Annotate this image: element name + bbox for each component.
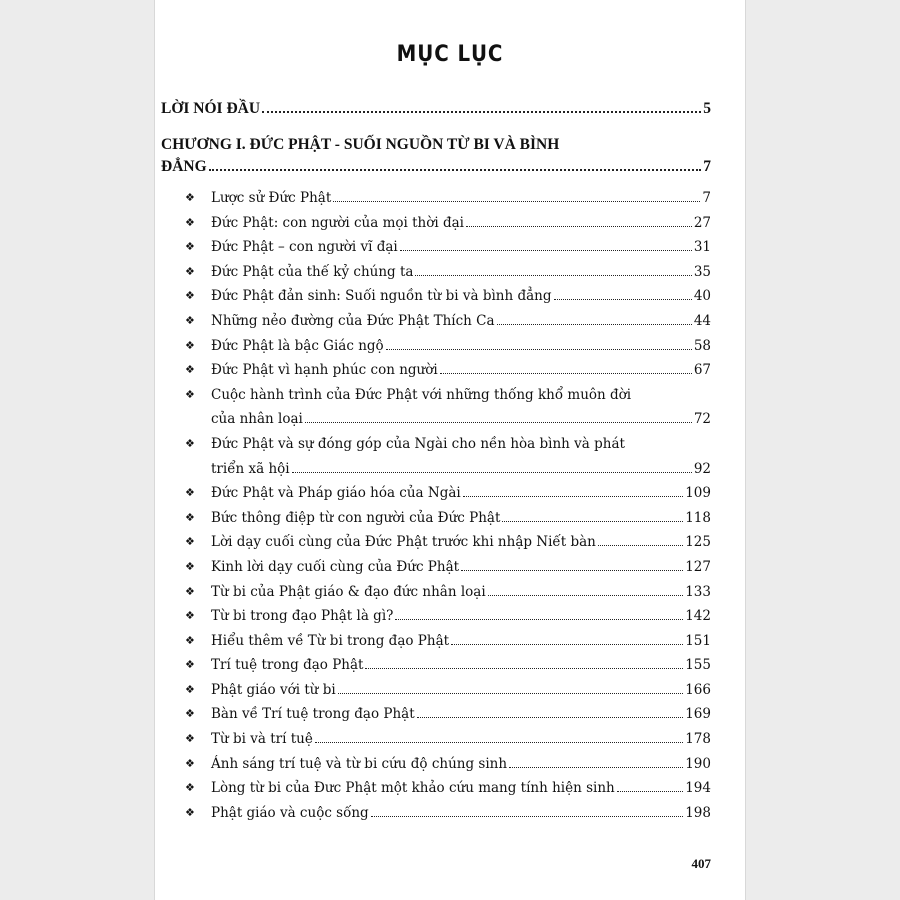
toc-item <box>179 186 711 211</box>
toc-item-page: 142 <box>685 608 711 625</box>
diamond-bullet-icon: ❖ <box>185 215 195 229</box>
dot-leader <box>440 373 692 374</box>
toc-item <box>179 530 711 555</box>
diamond-bullet-icon: ❖ <box>185 338 195 352</box>
toc-item-label: Đức Phật: con người của mọi thời đại <box>211 214 464 231</box>
dot-leader <box>338 693 684 694</box>
toc-item-label: Phật giáo với từ bi <box>211 681 336 698</box>
toc-item <box>179 383 711 432</box>
dot-leader <box>292 472 692 473</box>
toc-item-label: Bàn về Trí tuệ trong đạo Phật <box>211 706 415 723</box>
toc-item <box>179 629 711 654</box>
toc-item <box>179 358 711 383</box>
dot-leader <box>488 595 684 596</box>
toc-item <box>179 432 711 481</box>
toc-entry-preface <box>161 98 711 120</box>
toc-item <box>179 284 711 309</box>
toc-item-page: 194 <box>685 780 711 797</box>
toc-item <box>179 727 711 752</box>
toc-item-page: 72 <box>693 411 711 428</box>
toc-item-label: Lời dạy cuối cùng của Đức Phật trước khi nhập Niết bàn <box>211 534 596 551</box>
toc-item-label: Bức thông điệp từ con người của Đức Phật <box>211 509 501 526</box>
toc-item <box>179 776 711 801</box>
chapter-title-line-1: CHƯƠNG I. ĐỨC PHẬT - SUỐI NGUỒN TỪ BI VÀ BÌNH <box>161 136 560 153</box>
dot-leader <box>417 717 684 718</box>
toc-item-page: 190 <box>685 755 711 772</box>
dot-leader <box>451 644 683 645</box>
toc-item-label: Ánh sáng trí tuệ và từ bi cứu độ chúng sinh <box>211 755 508 772</box>
toc-item <box>179 702 711 727</box>
toc-item-label: của nhân loại <box>211 411 303 428</box>
toc-item-page: 109 <box>685 485 711 502</box>
toc-item-label: Hiểu thêm về Từ bi trong đạo Phật <box>211 632 450 649</box>
toc-item-page: 35 <box>693 263 711 280</box>
dot-leader <box>497 324 692 325</box>
toc-item-label: Đức Phật – con người vĩ đại <box>211 239 398 256</box>
dot-leader <box>554 299 692 300</box>
dot-leader <box>466 226 692 227</box>
toc-item <box>179 481 711 506</box>
toc-item-page: 198 <box>685 804 711 821</box>
toc-item-label: Đức Phật là bậc Giác ngộ <box>211 337 384 354</box>
toc-item-label: Đức Phật của thế kỷ chúng ta <box>211 263 414 280</box>
toc-item-page: 40 <box>693 288 711 305</box>
toc-item <box>179 260 711 285</box>
dot-leader <box>262 111 701 113</box>
toc-entry-chapter-1 <box>161 134 711 178</box>
toc-item-label: Trí tuệ trong đạo Phật <box>211 657 364 674</box>
diamond-bullet-icon: ❖ <box>185 805 195 819</box>
toc-item-label: Những nẻo đường của Đức Phật Thích Ca <box>211 312 495 329</box>
diamond-bullet-icon: ❖ <box>185 584 195 598</box>
toc-item-page: 169 <box>685 706 711 723</box>
dot-leader <box>461 570 683 571</box>
dot-leader <box>333 201 700 202</box>
toc-item-page: 31 <box>693 239 711 256</box>
dot-leader <box>502 521 683 522</box>
diamond-bullet-icon: ❖ <box>185 240 195 254</box>
toc-item <box>179 752 711 777</box>
toc-item-page: 118 <box>685 509 711 526</box>
toc-item-page: 151 <box>685 632 711 649</box>
diamond-bullet-icon: ❖ <box>185 313 195 327</box>
chapter-title-line-2: ĐẲNG <box>161 158 207 175</box>
toc-item <box>179 555 711 580</box>
toc-item-label: Đức Phật và sự đóng góp của Ngài cho nền hòa bình và phát <box>211 435 625 452</box>
dot-leader <box>395 619 683 620</box>
diamond-bullet-icon: ❖ <box>185 486 195 500</box>
dot-leader <box>315 742 683 743</box>
diamond-bullet-icon: ❖ <box>185 191 195 204</box>
page-title: MỤC LỤC <box>396 42 504 67</box>
toc-item-page: 92 <box>693 460 711 477</box>
toc-item-page: 155 <box>685 657 711 674</box>
toc-item-label: Đức Phật vì hạnh phúc con người <box>211 362 438 379</box>
dot-leader <box>509 767 683 768</box>
toc-item-label: Phật giáo và cuộc sống <box>211 804 369 821</box>
toc-item-label: Lòng từ bi của Đưc Phật một khảo cứu mang tính hiện sinh <box>211 780 615 797</box>
toc-item-label: Đức Phật và Pháp giáo hóa của Ngài <box>211 485 461 502</box>
dot-leader <box>305 422 692 423</box>
diamond-bullet-icon: ❖ <box>185 658 195 672</box>
toc-item <box>179 604 711 629</box>
toc-item-label: triển xã hội <box>211 460 290 477</box>
toc-item-label: Lược sử Đức Phật <box>211 190 332 206</box>
toc-item-label: Cuộc hành trình của Đức Phật với những thống khổ muôn đời <box>211 386 632 403</box>
diamond-bullet-icon: ❖ <box>185 707 195 721</box>
book-page <box>155 0 745 900</box>
page-number: 407 <box>691 856 711 871</box>
dot-leader <box>209 169 702 171</box>
dot-leader <box>617 791 684 792</box>
toc-item-page: 178 <box>685 731 711 748</box>
toc-item <box>179 211 711 236</box>
toc-item <box>179 580 711 605</box>
toc-item-label: Từ bi và trí tuệ <box>211 731 313 748</box>
toc-item-page: 127 <box>685 558 711 575</box>
toc-list <box>179 186 711 825</box>
diamond-bullet-icon: ❖ <box>185 264 195 278</box>
dot-leader <box>371 816 684 817</box>
toc-item-page: 125 <box>685 534 711 551</box>
diamond-bullet-icon: ❖ <box>185 609 195 623</box>
diamond-bullet-icon: ❖ <box>185 682 195 696</box>
dot-leader <box>415 275 691 276</box>
toc-item-page: 67 <box>693 362 711 379</box>
diamond-bullet-icon: ❖ <box>185 633 195 647</box>
diamond-bullet-icon: ❖ <box>185 732 195 746</box>
toc-item-label: Từ bi của Phật giáo & đạo đức nhân loại <box>211 583 486 600</box>
toc-item-page: 166 <box>685 681 711 698</box>
toc-item <box>179 334 711 359</box>
dot-leader <box>598 545 683 546</box>
toc-item <box>179 309 711 334</box>
diamond-bullet-icon: ❖ <box>185 535 195 549</box>
toc-entry-label: LỜI NÓI ĐẦU <box>161 100 261 117</box>
toc-item <box>179 235 711 260</box>
toc-item-label: Kinh lời dạy cuối cùng của Đức Phật <box>211 558 460 575</box>
toc-item-page: 27 <box>693 214 711 231</box>
toc-item-page: 58 <box>693 337 711 354</box>
toc-item <box>179 506 711 531</box>
dot-leader <box>463 496 684 497</box>
diamond-bullet-icon: ❖ <box>185 781 195 795</box>
dot-leader <box>400 250 692 251</box>
dot-leader <box>386 349 692 350</box>
toc-item-page: 133 <box>685 583 711 600</box>
toc-item-page: 44 <box>693 312 711 329</box>
toc-entry-page: 7 <box>703 158 711 175</box>
dot-leader <box>365 668 683 669</box>
toc-item <box>179 678 711 703</box>
toc-item <box>179 801 711 826</box>
diamond-bullet-icon: ❖ <box>185 756 195 770</box>
toc-item <box>179 653 711 678</box>
toc-item-label: Đức Phật đản sinh: Suối nguồn từ bi và bình đẳng <box>211 288 552 305</box>
toc-item-page: 7 <box>702 190 711 206</box>
diamond-bullet-icon: ❖ <box>185 289 195 303</box>
diamond-bullet-icon: ❖ <box>185 436 195 450</box>
diamond-bullet-icon: ❖ <box>185 559 195 573</box>
diamond-bullet-icon: ❖ <box>185 510 195 524</box>
toc-entry-page: 5 <box>703 100 711 117</box>
diamond-bullet-icon: ❖ <box>185 363 195 377</box>
toc-item-label: Từ bi trong đạo Phật là gì? <box>211 608 394 625</box>
diamond-bullet-icon: ❖ <box>185 387 195 401</box>
